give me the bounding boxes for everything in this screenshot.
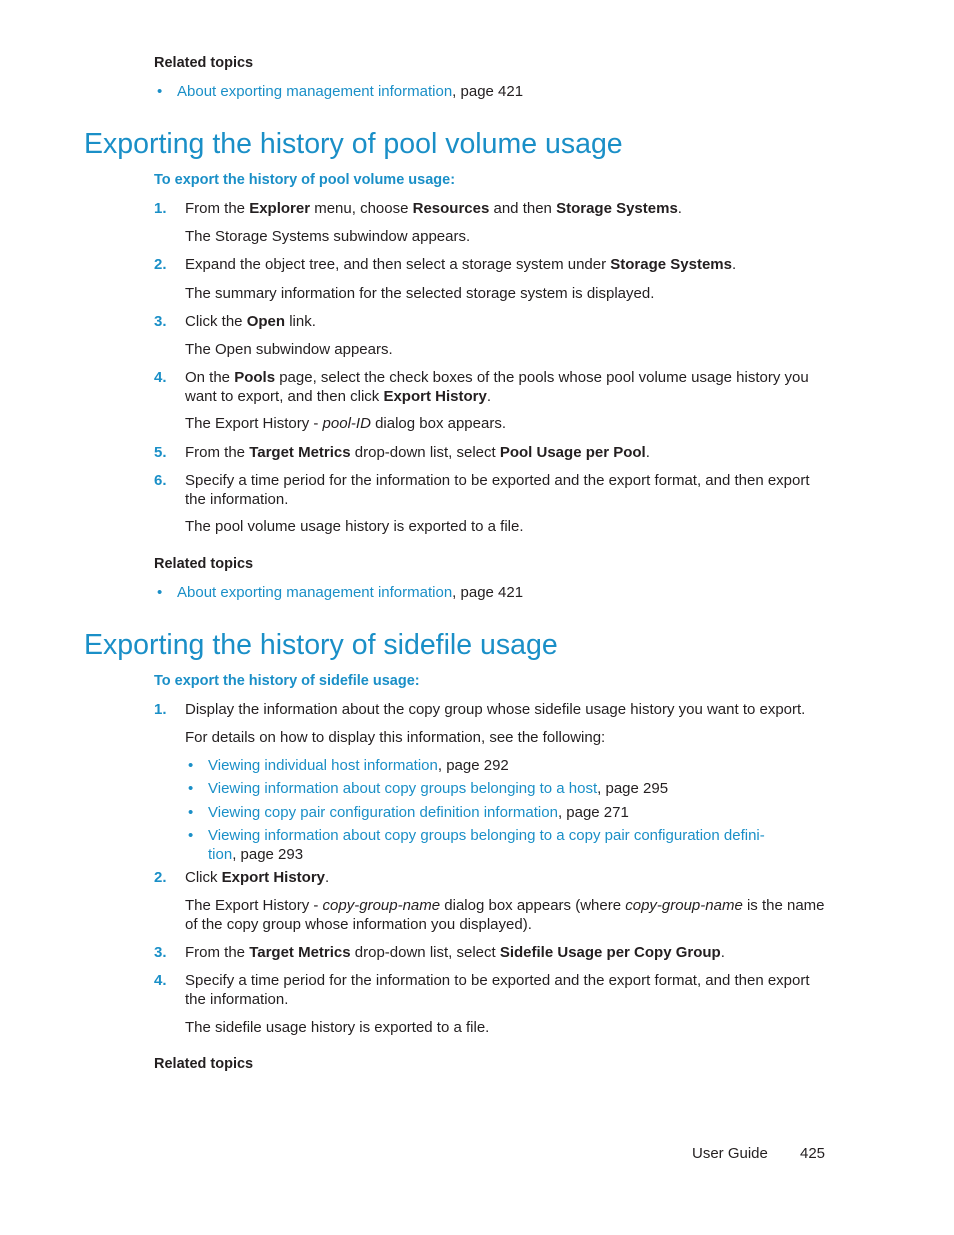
step-text: Specify a time period for the information to be exported and the export format, and then export the information.: [185, 472, 810, 508]
related-topics-heading: Related topics: [154, 55, 254, 71]
bullet-icon: •: [188, 804, 194, 821]
page-number: 425: [800, 1145, 826, 1162]
sub-link-item: Viewing individual host information, page 292: [208, 757, 509, 774]
bullet-icon: •: [188, 780, 194, 797]
footer-label: User Guide: [692, 1145, 768, 1162]
sub-link[interactable]: tion: [208, 846, 233, 863]
step-result: The Export History - copy-group-name dialog box appears (where copy-group-name is the name of the copy group whose information you displayed).: [185, 897, 825, 933]
section-title-sidefile: Exporting the history of sidefile usage: [84, 629, 558, 661]
sub-link-item: Viewing information about copy groups belonging to a copy pair configuration defini- tion, page 293: [208, 827, 765, 863]
step-text: On the Pools page, select the check boxes of the pools whose pool volume usage history you want to export, and then click Export History.: [185, 369, 809, 405]
sub-link[interactable]: Viewing individual host information: [208, 757, 438, 774]
related-link-item: [177, 82, 523, 101]
step-text: From the Explorer menu, choose Resources and then Storage Systems.: [185, 200, 682, 217]
bullet-icon: •: [188, 827, 194, 844]
step-number: 2.: [154, 869, 167, 886]
step-text: From the Target Metrics drop-down list, select Pool Usage per Pool.: [185, 444, 650, 461]
step-number: 6.: [154, 472, 167, 489]
related-link-item: [177, 583, 523, 602]
sub-link-item: Viewing information about copy groups belonging to a host, page 295: [208, 780, 669, 797]
page-ref: , page 421: [452, 83, 524, 100]
section-title-pool-volume: Exporting the history of pool volume usage: [84, 128, 623, 160]
step-number: 1.: [154, 200, 167, 217]
page-ref: , page 421: [452, 584, 524, 601]
related-topics-heading: Related topics: [154, 556, 254, 572]
related-link[interactable]: About exporting management information: [177, 83, 453, 100]
bullet-icon: •: [188, 757, 194, 774]
bullet-icon: •: [157, 584, 163, 601]
step-text: Click the Open link.: [185, 313, 316, 330]
step-number: 4.: [154, 972, 167, 989]
step-result: The Export History - pool-ID dialog box appears.: [185, 415, 507, 432]
step-number: 3.: [154, 313, 167, 330]
sub-link[interactable]: Viewing copy pair configuration definition information: [208, 804, 558, 821]
step-number: 4.: [154, 369, 167, 386]
step-text: From the Target Metrics drop-down list, select Sidefile Usage per Copy Group.: [185, 944, 725, 961]
procedure-heading: To export the history of pool volume usage:: [154, 172, 456, 188]
step-text: Specify a time period for the information to be exported and the export format, and then export the information.: [185, 972, 810, 1008]
step-result: For details on how to display this information, see the following:: [185, 729, 606, 746]
step-text: Display the information about the copy group whose sidefile usage history you want to export.: [185, 701, 806, 718]
sub-link-item: Viewing copy pair configuration definition information, page 271: [208, 804, 629, 821]
procedure-heading: To export the history of sidefile usage:: [154, 673, 420, 689]
related-link[interactable]: About exporting management information: [177, 584, 453, 601]
sub-link[interactable]: Viewing information about copy groups belonging to a copy pair configuration defini-: [208, 827, 765, 844]
step-text: Click Export History.: [185, 869, 330, 886]
sub-link[interactable]: Viewing information about copy groups belonging to a host: [208, 780, 598, 797]
step-number: 2.: [154, 256, 167, 273]
step-text: Expand the object tree, and then select a storage system under Storage Systems.: [185, 256, 737, 273]
step-result: The sidefile usage history is exported to a file.: [185, 1019, 490, 1036]
related-topics-heading: Related topics: [154, 1056, 254, 1072]
step-number: 1.: [154, 701, 167, 718]
step-result: The Open subwindow appears.: [185, 341, 393, 358]
step-result: The pool volume usage history is exported to a file.: [185, 518, 524, 535]
step-number: 5.: [154, 444, 167, 461]
step-number: 3.: [154, 944, 167, 961]
step-result: The summary information for the selected storage system is displayed.: [185, 285, 655, 302]
step-result: The Storage Systems subwindow appears.: [185, 228, 471, 245]
bullet-icon: •: [157, 83, 163, 100]
